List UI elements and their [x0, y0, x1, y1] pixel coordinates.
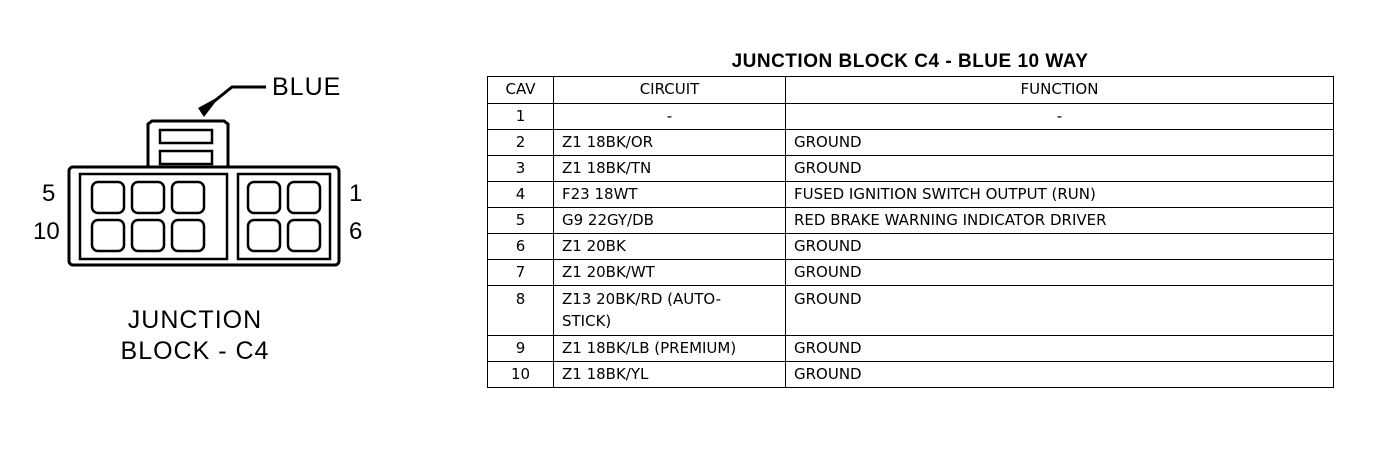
cell-cav: 9 [488, 336, 554, 362]
table-row [488, 260, 1334, 286]
table-row [488, 182, 1334, 208]
cell-function: GROUND [786, 260, 1334, 286]
caption-line-1: JUNCTION [127, 306, 263, 334]
header-cav: CAV [488, 77, 554, 104]
cell-cav: 10 [488, 362, 554, 388]
cell-function: FUSED IGNITION SWITCH OUTPUT (RUN) [786, 182, 1334, 208]
cell-circuit: Z1 20BK/WT [554, 260, 786, 286]
cell-circuit: Z13 20BK/RD (AUTO- STICK) [554, 286, 786, 336]
cell-function: RED BRAKE WARNING INDICATOR DRIVER [786, 208, 1334, 234]
cell-circuit: Z1 18BK/OR [554, 130, 786, 156]
table-header-row [488, 77, 1334, 104]
cell-cav: 8 [488, 286, 554, 336]
cell-circuit: Z1 18BK/YL [554, 362, 786, 388]
table-row [488, 130, 1334, 156]
latch-slot-lower [160, 151, 212, 164]
cell-cav: 7 [488, 260, 554, 286]
cell-function: GROUND [786, 336, 1334, 362]
cell-circuit: G9 22GY/DB [554, 208, 786, 234]
cell-function: - [786, 104, 1334, 130]
arrow-head [198, 96, 220, 117]
cell-function: GROUND [786, 286, 1334, 336]
cell-cav: 3 [488, 156, 554, 182]
table-row [488, 234, 1334, 260]
table-row [488, 156, 1334, 182]
pin-label-1: 1 [349, 180, 363, 207]
pinout-table [487, 76, 1334, 388]
color-label: BLUE [272, 73, 342, 101]
caption-line-2: BLOCK - C4 [120, 337, 270, 365]
connector-caption [90, 305, 300, 367]
table-row [488, 104, 1334, 130]
table-row [488, 336, 1334, 362]
cell-circuit: - [554, 104, 786, 130]
cell-function: GROUND [786, 234, 1334, 260]
cell-circuit: Z1 18BK/TN [554, 156, 786, 182]
table-row [488, 208, 1334, 234]
cell-cav: 1 [488, 104, 554, 130]
cell-cav: 4 [488, 182, 554, 208]
cell-cav: 2 [488, 130, 554, 156]
pin-label-10: 10 [33, 218, 60, 245]
leader-line [212, 87, 266, 103]
table-row [488, 362, 1334, 388]
cell-circuit: Z1 20BK [554, 234, 786, 260]
header-circuit: CIRCUIT [554, 77, 786, 104]
cell-function: GROUND [786, 130, 1334, 156]
cell-cav: 6 [488, 234, 554, 260]
connector-diagram [0, 0, 480, 300]
table-row [488, 286, 1334, 336]
pin-label-6: 6 [349, 218, 363, 245]
pin-label-5: 5 [42, 180, 56, 207]
cell-function: GROUND [786, 362, 1334, 388]
table-title: JUNCTION BLOCK C4 - BLUE 10 WAY [731, 51, 1089, 72]
cell-circuit: F23 18WT [554, 182, 786, 208]
latch-slot-upper [160, 130, 212, 143]
cell-function: GROUND [786, 156, 1334, 182]
header-function: FUNCTION [786, 77, 1334, 104]
cell-cav: 5 [488, 208, 554, 234]
cell-circuit: Z1 18BK/LB (PREMIUM) [554, 336, 786, 362]
